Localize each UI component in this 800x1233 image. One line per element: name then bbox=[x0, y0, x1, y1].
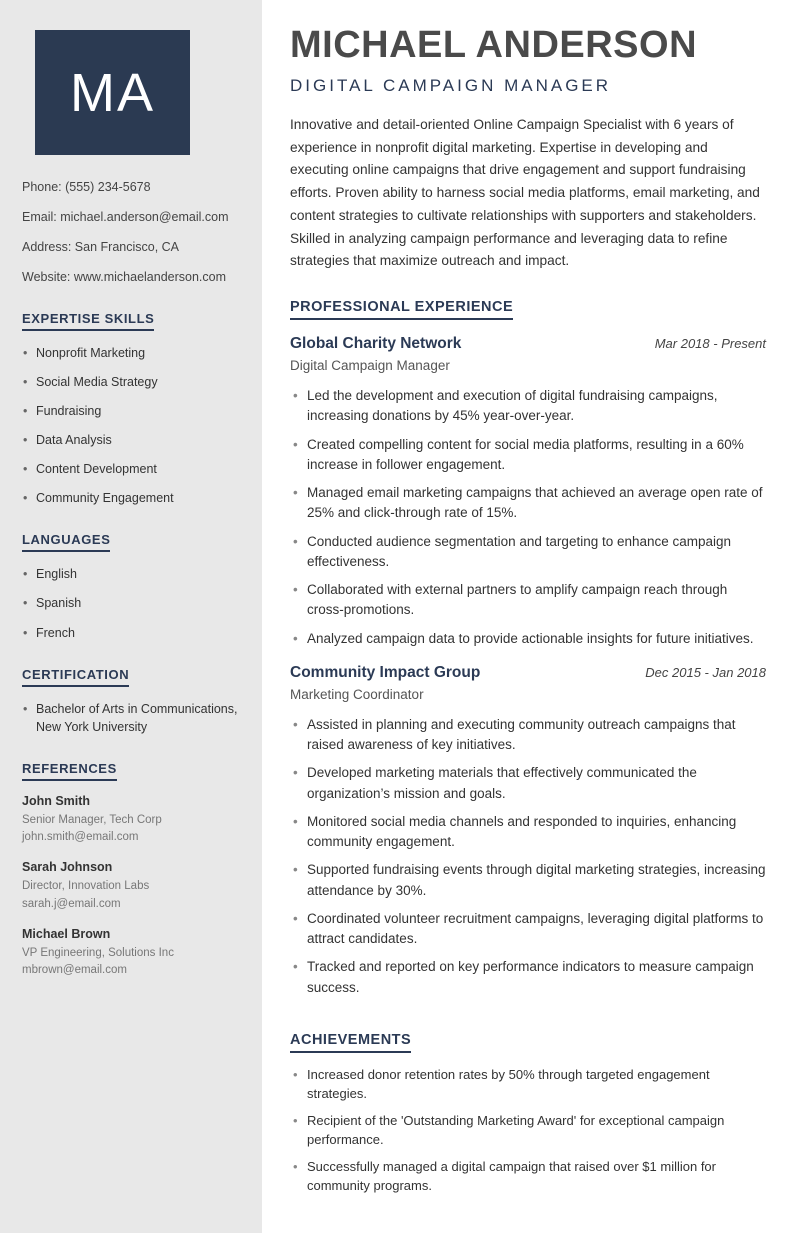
job-header bbox=[290, 664, 766, 682]
job-bullet: • Assisted in planning and executing community outreach campaigns that raised awareness of key initiatives. bbox=[290, 715, 766, 756]
skill-item: • Community Engagement bbox=[22, 489, 240, 507]
reference-entry bbox=[22, 927, 240, 980]
job-bullet: • Analyzed campaign data to provide actionable insights for future initiatives. bbox=[290, 629, 766, 649]
section-references bbox=[22, 760, 240, 980]
avatar-initials: MA bbox=[70, 62, 155, 123]
job-bullet: • Conducted audience segmentation and targeting to enhance campaign effectiveness. bbox=[290, 532, 766, 573]
avatar bbox=[35, 30, 190, 155]
section-certification bbox=[22, 666, 240, 736]
reference-name: Michael Brown bbox=[22, 926, 111, 941]
job-dates: Dec 2015 - Jan 2018 bbox=[645, 664, 766, 680]
job-dates: Mar 2018 - Present bbox=[654, 336, 766, 352]
achievements-list bbox=[290, 1065, 766, 1196]
reference-entry bbox=[22, 794, 240, 847]
section-languages bbox=[22, 531, 240, 641]
candidate-headline: DIGITAL CAMPAIGN MANAGER bbox=[290, 76, 612, 95]
language-item: • French bbox=[22, 624, 240, 642]
achievements-heading: ACHIEVEMENTS bbox=[290, 1032, 411, 1053]
job-bullet: • Coordinated volunteer recruitment campaigns, leveraging digital platforms to attract candidates. bbox=[290, 909, 766, 950]
job-bullet: • Led the development and execution of digital fundraising campaigns, increasing donations by 45% year-over-year. bbox=[290, 386, 766, 427]
certification-list bbox=[22, 700, 240, 736]
job-role: Marketing Coordinator bbox=[290, 686, 424, 702]
contact-email: Email: michael.anderson@email.com bbox=[22, 209, 229, 224]
job-bullet: • Developed marketing materials that effectively communicated the organization’s mission and goals. bbox=[290, 763, 766, 804]
certification-item: • Bachelor of Arts in Communications, New York University bbox=[22, 700, 240, 736]
experience-heading: PROFESSIONAL EXPERIENCE bbox=[290, 299, 513, 320]
reference-email: mbrown@email.com bbox=[22, 964, 127, 977]
achievement-bullet: • Increased donor retention rates by 50% through targeted engagement strategies. bbox=[290, 1065, 766, 1104]
language-item: • English bbox=[22, 565, 240, 583]
summary-paragraph: Innovative and detail-oriented Online Campaign Specialist with 6 years of experience in nonprofit digital marketing. Expertise in developing and executing online campaigns that drive engagement and support fundraising efforts. Proven ability to harness social media platforms, email marketing, and content strategies to cultivate relationships with supporters and stakeholders. Skilled in analyzing campaign performance and leveraging data to refine strategies that maximize outreach and impact. bbox=[290, 117, 760, 269]
job-bullet-list bbox=[290, 386, 766, 649]
company-name: Community Impact Group bbox=[290, 663, 481, 681]
skills-list bbox=[22, 344, 240, 508]
sidebar bbox=[0, 0, 262, 1233]
job-bullet: • Tracked and reported on key performance indicators to measure campaign success. bbox=[290, 957, 766, 998]
certification-heading: CERTIFICATION bbox=[22, 667, 129, 687]
reference-role: VP Engineering, Solutions Inc bbox=[22, 946, 174, 959]
language-item: • Spanish bbox=[22, 594, 240, 612]
contact-address: Address: San Francisco, CA bbox=[22, 239, 180, 254]
skill-item: • Data Analysis bbox=[22, 431, 240, 449]
reference-role: Director, Innovation Labs bbox=[22, 880, 150, 893]
job-header bbox=[290, 335, 766, 353]
skill-item: • Fundraising bbox=[22, 402, 240, 420]
reference-email: sarah.j@email.com bbox=[22, 897, 121, 910]
job-bullet: • Managed email marketing campaigns that achieved an average open rate of 25% and click-through rate of 15%. bbox=[290, 483, 766, 524]
reference-role: Senior Manager, Tech Corp bbox=[22, 813, 162, 826]
languages-list bbox=[22, 565, 240, 641]
job-bullet-list bbox=[290, 715, 766, 998]
job-bullet: • Supported fundraising events through digital marketing strategies, increasing attendance by 30%. bbox=[290, 860, 766, 901]
references-heading: REFERENCES bbox=[22, 761, 117, 781]
job-entry bbox=[290, 664, 766, 998]
job-entry bbox=[290, 335, 766, 649]
skill-item: • Social Media Strategy bbox=[22, 373, 240, 391]
job-role: Digital Campaign Manager bbox=[290, 358, 450, 374]
job-bullet: • Created compelling content for social media platforms, resulting in a 60% increase in follower engagement. bbox=[290, 435, 766, 476]
contact-phone: Phone: (555) 234-5678 bbox=[22, 180, 151, 194]
reference-entry bbox=[22, 860, 240, 913]
reference-email: john.smith@email.com bbox=[22, 831, 139, 844]
main-content bbox=[262, 0, 800, 1233]
achievement-bullet: • Successfully managed a digital campaign that raised over $1 million for community programs. bbox=[290, 1157, 766, 1196]
expertise-skills-heading: EXPERTISE SKILLS bbox=[22, 311, 154, 331]
company-name: Global Charity Network bbox=[290, 335, 462, 353]
job-bullet: • Monitored social media channels and responded to inquiries, enhancing community engagement. bbox=[290, 812, 766, 853]
contact-website: Website: www.michaelanderson.com bbox=[22, 269, 227, 284]
achievement-bullet: • Recipient of the 'Outstanding Marketing Award' for exceptional campaign performance. bbox=[290, 1111, 766, 1150]
skill-item: • Content Development bbox=[22, 460, 240, 478]
reference-name: John Smith bbox=[22, 793, 91, 808]
section-expertise-skills bbox=[22, 310, 240, 508]
languages-heading: LANGUAGES bbox=[22, 532, 110, 552]
contact-info bbox=[22, 179, 240, 286]
job-bullet: • Collaborated with external partners to amplify campaign reach through cross-promotions. bbox=[290, 580, 766, 621]
candidate-name: MICHAEL ANDERSON bbox=[290, 24, 698, 66]
skill-item: • Nonprofit Marketing bbox=[22, 344, 240, 362]
reference-name: Sarah Johnson bbox=[22, 860, 113, 875]
